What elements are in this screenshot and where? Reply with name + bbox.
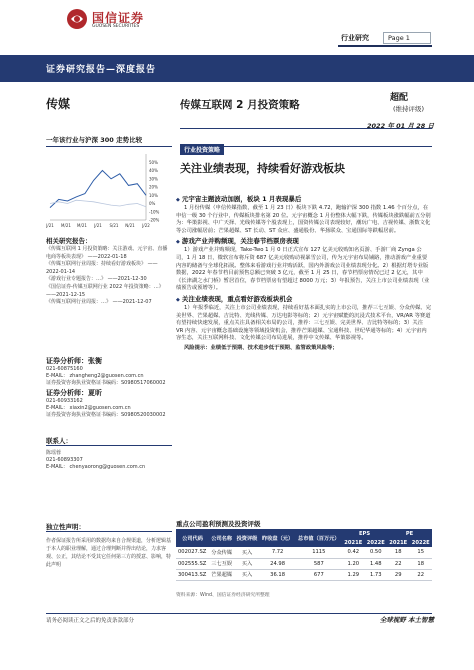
- cell: 29: [387, 569, 409, 580]
- x-tick-label: S/21: [109, 223, 119, 228]
- y-tick-label: -10%: [149, 209, 160, 215]
- header-tag: 行业研究: [341, 34, 369, 42]
- rating-value: 超配: [390, 93, 409, 103]
- table-source: 资料来源：Wind、国信证券经济研究所整理: [176, 593, 270, 598]
- related-report-item[interactable]: 《游戏行业专题报告：…》 ——2021-12-30: [46, 276, 147, 283]
- table-row: [176, 547, 432, 558]
- guosen-logo-icon: [66, 8, 88, 30]
- col-header: 2022E: [409, 538, 432, 547]
- report-banner: [0, 55, 474, 82]
- analyst-role: 证券分析师：: [46, 357, 88, 365]
- col-header: 公司代码: [176, 529, 209, 547]
- section-tag-bar: [180, 137, 432, 154]
- analyst-email[interactable]: E-MAIL： xiaxin2@guosen.com.cn: [46, 405, 131, 411]
- analyst-cert: 证券投资咨询执业资格证书编码：S0980520030002: [46, 412, 166, 418]
- analyst-name: 夏昕: [88, 389, 102, 397]
- footer-rule: [46, 613, 432, 614]
- table-title: 重点公司盈利预测及投资评级: [176, 520, 261, 528]
- cell: 002027.SZ: [176, 547, 209, 558]
- footer-disclaimer-link[interactable]: 请务必阅读正文之后的免责条款部分: [46, 618, 135, 624]
- y-tick-label: 50%: [149, 159, 158, 165]
- x-tick-label: J/21: [94, 223, 102, 228]
- rating-note: (维持评级): [393, 105, 425, 113]
- section-tag: 行业投资策略: [180, 144, 224, 155]
- x-tick-label: M/21: [61, 223, 71, 228]
- report-title: 传媒互联网 2 月投资策略: [180, 99, 300, 111]
- cell: 22: [409, 569, 432, 580]
- cell: 677: [296, 569, 343, 580]
- analyst-email[interactable]: E-MAIL： zhangheng2@guosen.com.cn: [46, 373, 144, 379]
- cell: 买入: [234, 558, 259, 569]
- related-report-item[interactable]: 《传媒互联网行业周报：…》 ——2021-12-07: [46, 299, 152, 306]
- x-tick-label: N/21: [125, 223, 135, 228]
- col-header: 投资评级: [234, 529, 259, 547]
- y-tick-label: 20%: [149, 184, 158, 190]
- report-date: 2022 年 01 月 28 日: [367, 122, 434, 130]
- section-paragraph: 1）游戏产业并购频现，Take-Two 1 月 0 日正式宣布 127 亿美元收购知名页游、手游厂商 Zynga 公司，1 月 18 日，微软宣布将斥资 687 亿美元收购动视暴雪公司，传为元宇宙布局铺路，推动游戏产业重要内容的储备与全球化拓展。整体来看游戏行业并购活跃，国内外游戏公司业绩表现分化。2）根据灯塔专业版数据，2022 年春节档目前预售总额已突破 3 亿元，截至 1 月 25 日，春节档票房情况已过 2 亿元，其中《长津湖之水门桥》暂居首位，春节档票房有望超过 8000 万元；3）年报预告，关注上市公司业绩表现（业绩预告或预增等）。: [176, 247, 430, 292]
- cell: 7.72: [260, 547, 296, 558]
- header-rule: [338, 45, 432, 47]
- y-tick-label: 30%: [149, 176, 158, 182]
- eps-group-header: EPS: [342, 529, 387, 538]
- analyst-role: 证券分析师：: [46, 389, 88, 397]
- trend-chart: [46, 150, 172, 230]
- section-heading: ◆ 游戏产业并购频现，关注春节档票房表现: [176, 237, 432, 247]
- analyst-cert: 证券投资咨询执业资格证书编码：S0980517060002: [46, 380, 166, 386]
- cell: 三七互娱: [209, 558, 234, 569]
- cell: 300413.SZ: [176, 569, 209, 580]
- col-header: 2021E: [387, 538, 409, 547]
- table-row: [176, 558, 432, 569]
- cell: 24.98: [260, 558, 296, 569]
- cell: 1.48: [365, 558, 387, 569]
- contact-phone: 021-60893307: [46, 457, 83, 464]
- x-tick-label: J/22: [142, 223, 150, 228]
- series-line-1: [50, 200, 146, 207]
- y-tick-label: 40%: [149, 168, 158, 173]
- guosen-logo: [66, 7, 161, 37]
- disclaimer-text: 作者保证报告所采用的数据均来自合规渠道，分析逻辑基于本人的职业理解，通过合理判断并得出结论，力求客观、公正，其结论不受其它任何第三方的授意、影响，特此声明: [46, 538, 172, 568]
- section-heading: ◆ 元宇宙主题波动加剧，板块 1 月表现暴后: [176, 195, 432, 205]
- report-body: [176, 193, 432, 355]
- contact-name: 陈瑶蓉: [46, 450, 62, 456]
- col-header: 昨收盘（元）: [260, 529, 296, 547]
- cell: 18: [387, 547, 409, 558]
- page-number: Page 1: [383, 32, 431, 44]
- logo-name: 国信证券: [92, 11, 145, 25]
- cell: 1.73: [365, 569, 387, 580]
- col-header: 公司名称: [209, 529, 234, 547]
- cell: 芒果超媒: [209, 569, 234, 580]
- x-tick-label: M/21: [77, 223, 87, 228]
- cell: 002555.SZ: [176, 558, 209, 569]
- related-report-item[interactable]: 《国信证券-传媒互联网行业 2022 年投资策略：…》 ——2021-12-15: [46, 283, 164, 298]
- cell: 18: [409, 558, 432, 569]
- cell: 1.20: [342, 558, 364, 569]
- logo-en: GUOSEN SECURITIES: [92, 24, 140, 29]
- y-tick-label: 10%: [149, 192, 158, 198]
- chart-header: 一年该行业与沪深 300 走势比较: [46, 135, 172, 147]
- risk-warning: 风险提示：业绩低于预期、技术进步低于预期、监管政策风险等；: [184, 344, 338, 351]
- related-reports: [46, 246, 172, 307]
- estimates-table: [176, 529, 432, 581]
- y-tick-label: -20%: [149, 217, 160, 223]
- section-paragraph: 1 月份传媒（申信传媒指数，截至 1 月 23 日）板块下跌 4.72，跑输沪深 300 指数 1.46 个百分点，在申信一级 30 个行业中，传媒板块排名第 20 位。元宇宙概念 1 月份整体大幅下跌，传媒板块涨跌幅前五分别为：华策影视、中广天择、光线传媒等个股表现上，国资传媒公司表现较好，潮玩广电、吉视传媒、浙数文化等公司涨幅居前；芒果超媒、ST 长动、ST 众应、盛通股份、华扬联众、宝通国际等跌幅居前。: [176, 205, 431, 234]
- col-header: 总市值（百万元）: [296, 529, 343, 547]
- related-report-item[interactable]: 《传媒互联网行业周报：持续看好游戏板块》 ——2022-01-14: [46, 261, 158, 275]
- analyst-name: 张衡: [88, 357, 102, 365]
- industry-label: 传媒: [46, 97, 71, 111]
- y-tick-label: 0%: [149, 201, 156, 206]
- section-paragraph: 1）年报季临近，关注上市公司业绩表现，持续看好基本面扎实的上市公司，推荐三七互娱、分众传媒、完美世界、芒果超媒、吉比特、光线传媒、万达电影等标的；2）元宇宙赋能的沉浸式技术平台，VR/AR 等赛道有望持续快速发展，重点关注具备相关布局的公司，推荐：三七互娱、完美世界、吉比特等标的；3）关注 VR 内容、元宇宙概念基础设施等领域投资机会，推荐芒果超媒、宝通科技、世纪华通等标的；4）元宇宙内容生态，关注互联网科技、文化传媒公司布局进展，推荐中文传媒、华策影视等。: [176, 304, 432, 342]
- x-tick-label: J/21: [46, 223, 54, 228]
- contact-header: 联系人：: [46, 436, 172, 446]
- cell: 36.18: [260, 569, 296, 580]
- pe-group-header: PE: [387, 529, 432, 538]
- contact-email[interactable]: E-MAIL： chenyaorong@guosen.com.cn: [46, 464, 146, 471]
- cell: 587: [296, 558, 343, 569]
- cell: 买入: [234, 547, 259, 558]
- related-report-item[interactable]: 《传媒互联网 1 月投资策略：关注游戏、元宇宙、直播电商等板块表现》 ——2022-01-18: [46, 246, 168, 260]
- analyst-phone: 021-60933162: [46, 398, 83, 404]
- cell: 买入: [234, 569, 259, 580]
- analyst-2: [46, 390, 172, 419]
- footer-slogan: 全球视野 本土智慧: [379, 616, 434, 624]
- cell: 0.42: [342, 547, 364, 558]
- analyst-block: [46, 358, 172, 422]
- trend-chart-svg: [46, 150, 172, 230]
- analyst-1: [46, 358, 172, 387]
- analyst-phone: 021-60875160: [46, 366, 83, 372]
- contact-block: [46, 450, 172, 472]
- series-line-0: [50, 171, 146, 208]
- col-header: 2021E: [342, 538, 364, 547]
- banner-text: 证券研究报告—深度报告: [46, 65, 157, 75]
- cell: 22: [387, 558, 409, 569]
- section-heading: ◆ 关注业绩表现，重点看好游戏板块机会: [176, 295, 432, 305]
- cell: 1115: [296, 547, 343, 558]
- table-group-header-row: [176, 529, 432, 538]
- cell: 1.29: [342, 569, 364, 580]
- disclaimer-header: 独立性声明：: [46, 522, 172, 532]
- report-subtitle: 关注业绩表现，持续看好游戏板块: [180, 162, 345, 175]
- cell: 分众传媒: [209, 547, 234, 558]
- cell: 0.50: [365, 547, 387, 558]
- col-header: 2022E: [365, 538, 387, 547]
- table-row: [176, 569, 432, 580]
- related-header: 相关研究报告：: [46, 237, 92, 245]
- cell: 15: [409, 547, 432, 558]
